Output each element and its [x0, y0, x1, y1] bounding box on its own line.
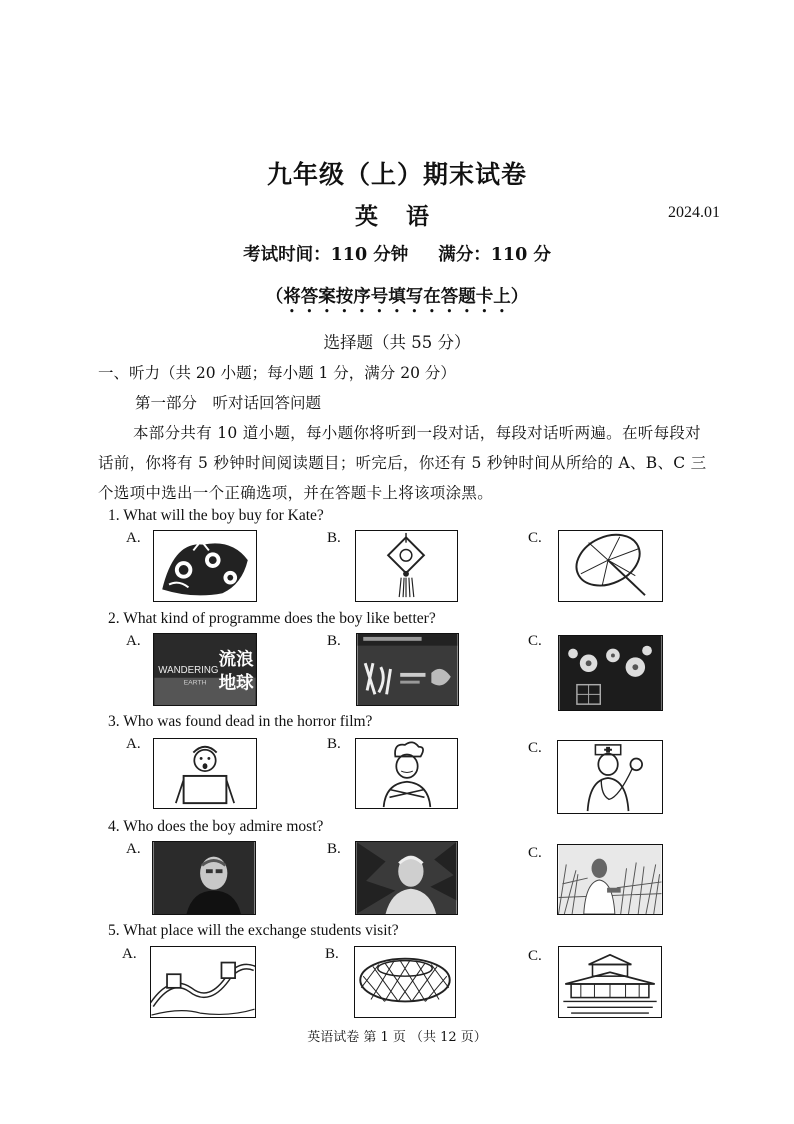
rice-field-portrait	[557, 844, 663, 915]
exam-title: 九年级（上）期末试卷	[266, 160, 527, 189]
temple-picture	[558, 946, 662, 1018]
scientist-portrait-b	[355, 841, 458, 915]
question-1: 1. What will the boy buy for Kate?	[108, 507, 324, 524]
question-3: 3. Who was found dead in the horror film?	[108, 713, 373, 730]
wandering-earth-poster	[153, 633, 257, 706]
q2-option-c-label: C.	[528, 633, 542, 649]
q5-option-a-label: A.	[122, 946, 137, 962]
doctor-picture	[557, 740, 663, 814]
writer-picture	[153, 738, 257, 809]
poster-title-en: WANDERING	[158, 664, 219, 676]
instruction-line-2: 话前，你将有 5 秒钟时间阅读题目；听完后，你还有 5 秒钟时间从所给的 A、B、C 三	[98, 454, 707, 472]
q3-option-b-label: B.	[327, 736, 341, 752]
chef-picture	[355, 738, 458, 809]
chinese-knot-picture	[355, 530, 458, 602]
q5-option-b-label: B.	[325, 946, 339, 962]
question-4: 4. Who does the boy admire most?	[108, 818, 324, 835]
great-wall-picture	[150, 946, 256, 1018]
poster-title-cn-2: 地球	[218, 673, 254, 694]
flower-show-picture	[558, 635, 663, 711]
instruction-line-1: 本部分共有 10 道小题，每小题你将听到一段对话，每段对话听两遍。在听每段对	[133, 424, 701, 442]
q4-option-a-label: A.	[126, 841, 141, 857]
scientist-portrait-a	[152, 841, 256, 915]
answer-note	[0, 283, 794, 317]
exam-info	[0, 241, 794, 266]
part-one-heading: 一、听力（共 20 小题；每小题 1 分，满分 20 分）	[98, 364, 456, 382]
question-2: 2. What kind of programme does the boy like better?	[108, 610, 436, 627]
q4-option-c-label: C.	[528, 845, 542, 861]
birds-nest-picture	[354, 946, 456, 1018]
subject-title: 英 语	[354, 203, 439, 230]
question-5: 5. What place will the exchange students visit?	[108, 922, 399, 939]
q4-option-b-label: B.	[327, 841, 341, 857]
q2-option-a-label: A.	[126, 633, 141, 649]
instruction-line-3: 个选项中选出一个正确选项，并在答题卡上将该项涂黑。	[98, 484, 494, 502]
q5-option-c-label: C.	[528, 948, 542, 964]
poster-subtitle-en: EARTH	[183, 679, 207, 687]
section-title: 选择题（共 55 分）	[323, 333, 471, 352]
umbrella-picture	[558, 530, 663, 602]
q1-option-b-label: B.	[327, 530, 341, 546]
q1-option-c-label: C.	[528, 530, 542, 546]
exam-date: 2024.01	[668, 204, 720, 221]
papercut-picture	[153, 530, 257, 602]
full-score: 满分：110 分	[438, 245, 551, 265]
q1-option-a-label: A.	[126, 530, 141, 546]
documentary-picture	[356, 633, 459, 706]
answer-note-text: （将答案按序号填写在答题卡上）	[265, 287, 529, 307]
exam-time: 考试时间：110 分钟	[243, 245, 409, 265]
q2-option-b-label: B.	[327, 633, 341, 649]
q3-option-c-label: C.	[528, 740, 542, 756]
page-footer: 英语试卷 第 1 页 （共 12 页）	[307, 1030, 487, 1045]
q3-option-a-label: A.	[126, 736, 141, 752]
part-one-subheading: 第一部分 听对话回答问题	[135, 394, 322, 412]
poster-title-cn-1: 流浪	[218, 650, 254, 671]
